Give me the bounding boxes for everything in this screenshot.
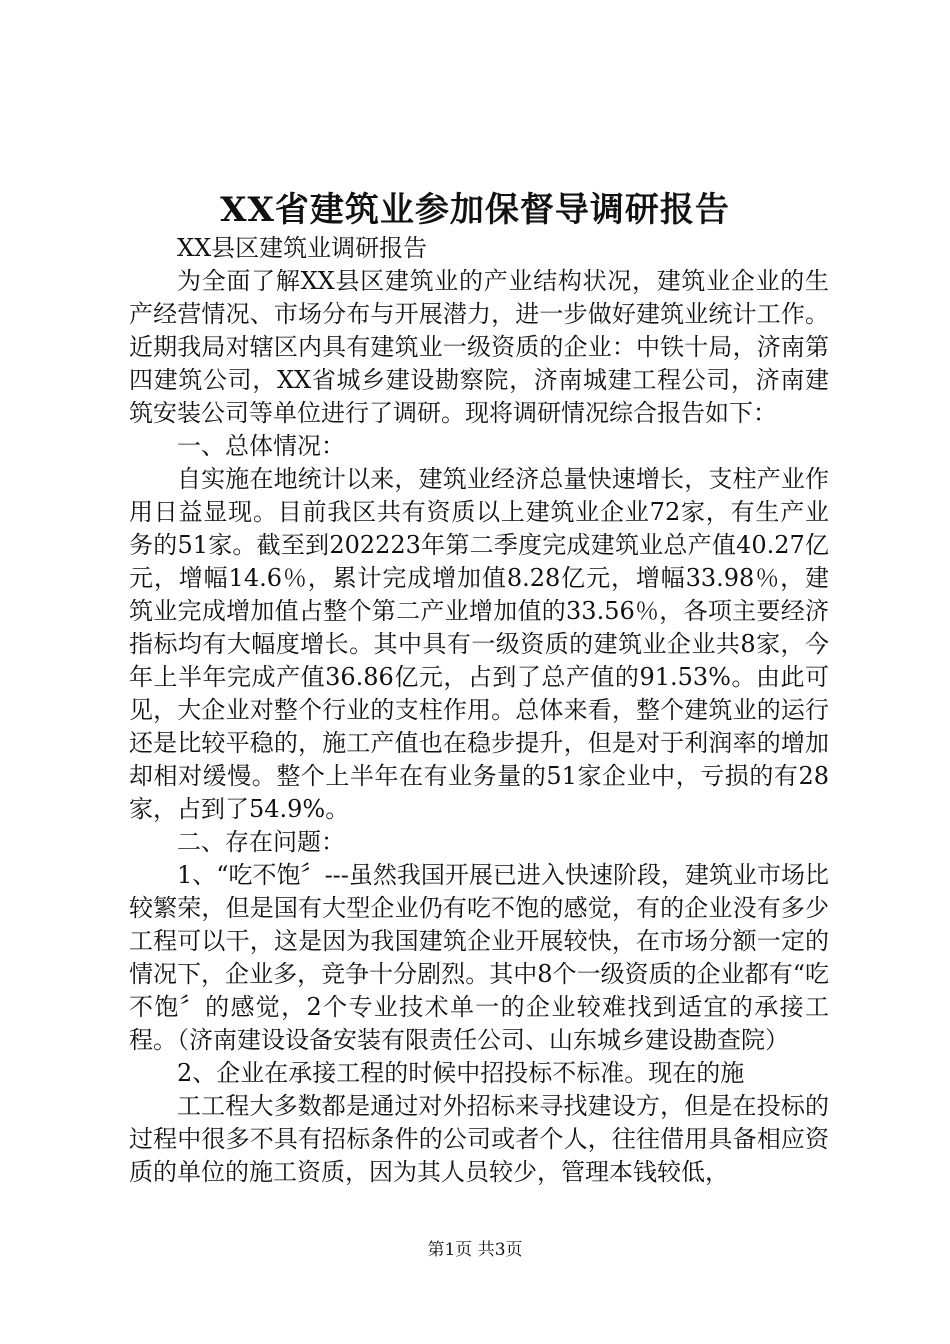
section-heading-problems: 二、存在问题： — [177, 828, 345, 856]
overview-paragraph: 自实施在地统计以来，建筑业经济总量快速增长，支柱产业作用日益显现。目前我区共有资质以上建筑业企业72家，有生产业务的51家。截至到202223年第二季度完成建筑业总产值40.27亿元，增幅14.6％，累计完成增加值8.28亿元，增幅33.98％，建筑业完成增加值占整个第二产业增加值的33.56％，各项主要经济指标均有大幅度增长。其中具有一级资质的建筑业企业共8家，今年上半年完成产值36.86亿元，占到了总产值的91.53%。由此可见，大企业对整个行业的支柱作用。总体来看，整个建筑业的运行还是比较平稳的，施工产值也在稳步提升，但是对于利润率的增加却相对缓慢。整个上半年在有业务量的51家企业中，亏损的有28家，占到了54.9%。 — [129, 465, 829, 823]
document-title: XX省建筑业参加保督导调研报告 — [220, 190, 730, 230]
problem-1-paragraph: 1、“吃不饱〞---虽然我国开展已进入快速阶段，建筑业市场比较繁荣，但是国有大型企业仍有吃不饱的感觉，有的企业没有多少工程可以干，这是因为我国建筑企业开展较快，在市场分额一定的情况下，企业多，竞争十分剧烈。其中8个一级资质的企业都有“吃不饱〞的感觉，2个专业技术单一的企业较难找到适宜的承接工程。（济南建设设备安装有限责任公司、山东城乡建设勘查院） — [129, 861, 829, 1054]
problem-2-paragraph: 工工程大多数都是通过对外招标来寻找建设方，但是在投标的过程中很多不具有招标条件的公司或者个人，往往借用具备相应资质的单位的施工资质，因为其人员较少，管理本钱较低， — [129, 1092, 829, 1186]
intro-paragraph: 为全面了解XX县区建筑业的产业结构状况，建筑业企业的生产经营情况、市场分布与开展潜力，进一步做好建筑业统计工作。近期我局对辖区内具有建筑业一级资质的企业：中铁十局，济南第四建筑公司，XX省城乡建设勘察院，济南城建工程公司，济南建筑安装公司等单位进行了调研。现将调研情况综合报告如下： — [129, 267, 829, 427]
problem-2-heading: 2、企业在承接工程的时候中招投标不标准。现在的施 — [177, 1059, 745, 1087]
subtitle-paragraph: XX县区建筑业调研报告 — [177, 234, 428, 262]
document-body — [129, 232, 829, 1189]
page-number: 第1页 共3页 — [427, 1240, 523, 1260]
section-heading-overview: 一、总体情况： — [177, 432, 345, 460]
